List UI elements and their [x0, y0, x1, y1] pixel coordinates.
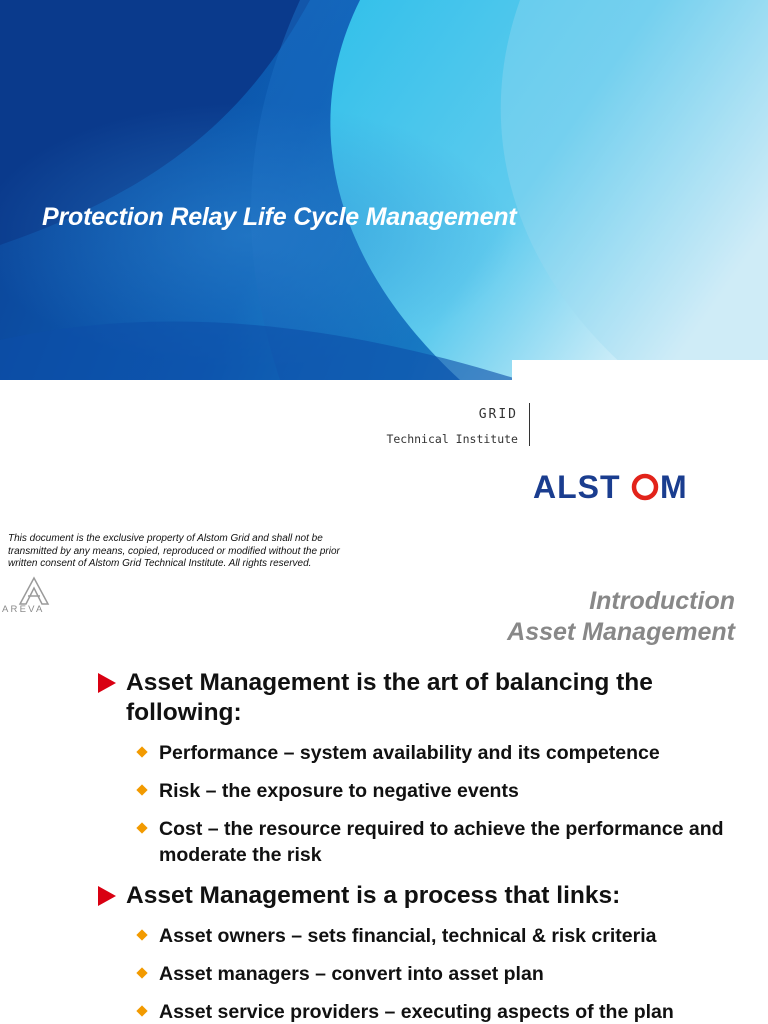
heading-line-introduction: Introduction [589, 587, 735, 615]
bullet-level2 [98, 961, 748, 987]
bullet-text: Asset owners – sets financial, technical & risk criteria [159, 925, 657, 947]
technical-institute-label: Technical Institute [386, 432, 518, 446]
red-triangle-bullet-icon [98, 673, 116, 693]
bullet-level2 [98, 740, 748, 766]
orange-diamond-bullet-icon [136, 746, 147, 757]
legal-notice [8, 533, 388, 571]
svg-text:M: M [660, 470, 687, 504]
orange-diamond-bullet-icon [136, 822, 147, 833]
bullet-level1 [98, 881, 748, 911]
legal-line: written consent of Alstom Grid Technical Institute. All rights reserved. [8, 558, 312, 569]
grid-technical-institute-mark [330, 403, 530, 447]
bullet-text: Asset Management is a process that links: [126, 882, 621, 909]
cover-title: Protection Relay Life Cycle Management [42, 203, 517, 231]
bullet-text: Asset service providers – executing aspects of the plan [159, 1001, 674, 1023]
orange-diamond-bullet-icon [136, 784, 147, 795]
bullet-level2 [98, 778, 748, 804]
grid-divider [529, 403, 530, 446]
bullet-level2 [98, 816, 748, 868]
areva-a-icon [14, 576, 54, 606]
section-heading [507, 586, 735, 648]
cover-banner [0, 0, 768, 380]
legal-line: This document is the exclusive property of Alstom Grid and shall not be [8, 533, 323, 544]
bullet-level2 [98, 999, 748, 1024]
bullet-text: Asset managers – convert into asset plan [159, 963, 544, 985]
bullet-level1 [98, 668, 748, 728]
bullet-text: Performance – system availability and its competence [159, 742, 660, 764]
bullet-list [98, 668, 748, 1024]
bullet-level2 [98, 923, 748, 949]
red-triangle-bullet-icon [98, 886, 116, 906]
bullet-text: Cost – the resource required to achieve the performance and moderate the risk [159, 818, 724, 866]
orange-diamond-bullet-icon [136, 967, 147, 978]
areva-logo [0, 576, 66, 618]
orange-diamond-bullet-icon [136, 1005, 147, 1016]
bullet-text: Asset Management is the art of balancing the following: [126, 669, 653, 726]
cover-background [0, 0, 768, 380]
orange-diamond-bullet-icon [136, 929, 147, 940]
heading-line-asset-management: Asset Management [507, 618, 735, 646]
legal-line: transmitted by any means, copied, reproduced or modified without the prior [8, 545, 340, 557]
grid-label: GRID [478, 407, 518, 422]
alstom-logo [533, 470, 705, 504]
areva-label: AREVA [2, 604, 45, 615]
svg-text:ALST: ALST [533, 470, 621, 504]
bullet-text: Risk – the exposure to negative events [159, 780, 519, 802]
